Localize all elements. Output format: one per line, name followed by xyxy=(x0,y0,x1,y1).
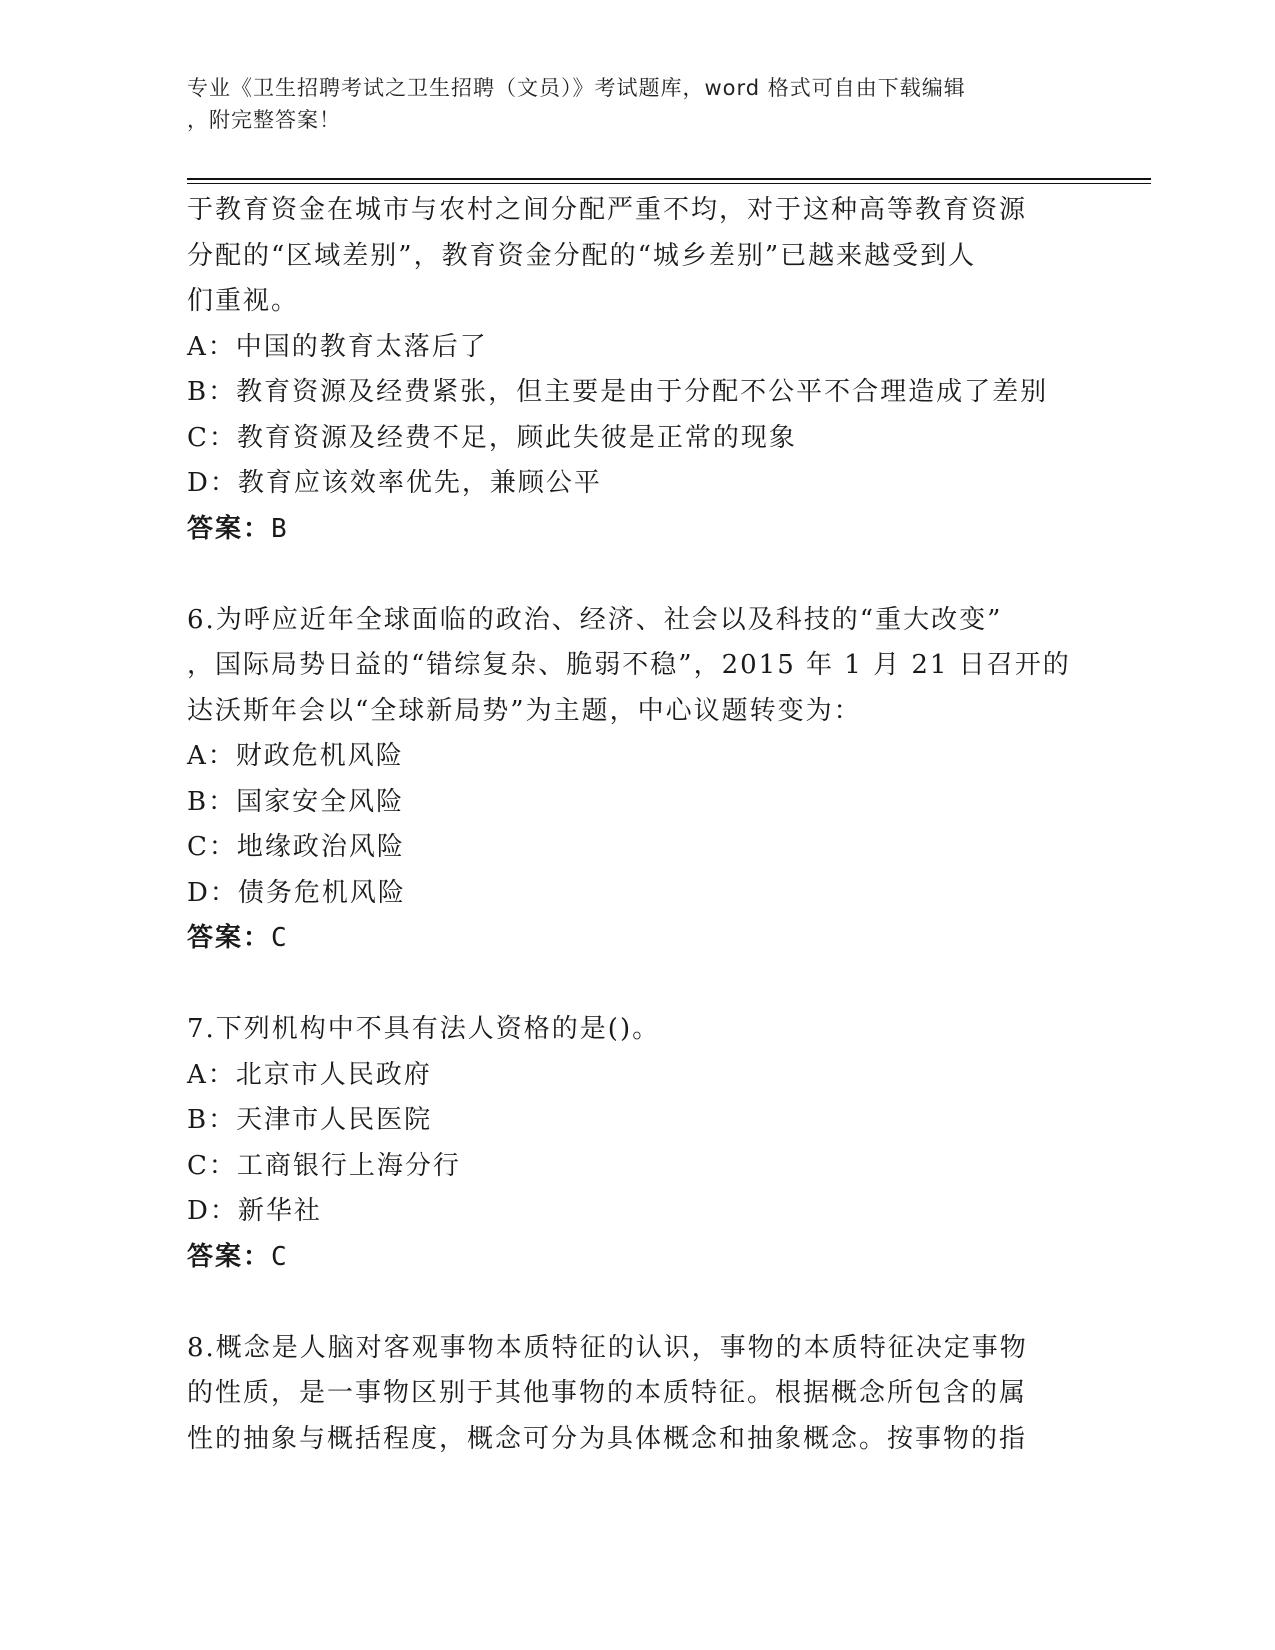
option-d: D：教育应该效率优先，兼顾公平 xyxy=(187,468,602,498)
question-5 xyxy=(187,188,1087,552)
header-line-2: ，附完整答案！ xyxy=(187,108,341,132)
question-text-line: 的性质，是一事物区别于其他事物的本质特征。根据概念所包含的属 xyxy=(187,1378,1028,1408)
option-b: B：教育资源及经费紧张，但主要是由于分配不公平不合理造成了差别 xyxy=(187,377,1049,407)
question-text-line: 达沃斯年会以“全球新局势”为主题，中心议题转变为： xyxy=(187,695,862,726)
answer-label: 答案： xyxy=(187,1241,272,1272)
answer-value: C xyxy=(271,923,289,953)
option-a: A：财政危机风险 xyxy=(187,741,404,771)
answer xyxy=(187,916,1087,962)
answer xyxy=(187,1235,1087,1281)
question-text-line: 6.为呼应近年全球面临的政治、经济、社会以及科技的“重大改变” xyxy=(187,604,1003,635)
option-c: C：工商银行上海分行 xyxy=(187,1150,461,1181)
option-c: C：教育资源及经费不足，顾此失彼是正常的现象 xyxy=(187,422,797,453)
spacer xyxy=(187,552,1087,598)
question-8 xyxy=(187,1326,1087,1463)
answer xyxy=(187,507,1087,553)
answer-value: C xyxy=(271,1241,289,1272)
header-rule-thick xyxy=(187,178,1151,180)
document-header xyxy=(187,72,1067,136)
option-b: B：国家安全风险 xyxy=(187,786,405,817)
option-b: B：天津市人民医院 xyxy=(187,1105,433,1135)
spacer xyxy=(187,1280,1087,1326)
option-d: D：新华社 xyxy=(187,1196,322,1226)
question-text-line: 7.下列机构中不具有法人资格的是()。 xyxy=(187,1014,661,1044)
question-text-line: 们重视。 xyxy=(187,286,300,316)
answer-label: 答案： xyxy=(187,923,272,953)
question-text-line: 8.概念是人脑对客观事物本质特征的认识，事物的本质特征决定事物 xyxy=(187,1332,1028,1363)
question-text-line: 性的抽象与概括程度，概念可分为具体概念和抽象概念。按事物的指 xyxy=(187,1423,1028,1454)
answer-label: 答案： xyxy=(187,513,272,544)
question-text-line: 分配的“区域差别”，教育资金分配的“城乡差别”已越来越受到人 xyxy=(187,240,977,271)
question-7 xyxy=(187,1007,1087,1280)
question-text-line: 于教育资金在城市与农村之间分配严重不均，对于这种高等教育资源 xyxy=(187,195,1028,225)
option-a: A：中国的教育太落后了 xyxy=(187,331,488,362)
header-line-1: 专业《卫生招聘考试之卫生招聘（文员）》考试题库，word 格式可自由下载编辑 xyxy=(187,76,966,100)
header-rule-thin xyxy=(187,183,1151,184)
document-body xyxy=(187,188,1087,1462)
option-a: A：北京市人民政府 xyxy=(187,1059,432,1090)
question-text-line: ，国际局势日益的“错综复杂、脆弱不稳”，2015 年 1 月 21 日召开的 xyxy=(187,650,1071,680)
option-d: D：债务危机风险 xyxy=(187,877,406,908)
spacer xyxy=(187,962,1087,1008)
question-6 xyxy=(187,598,1087,962)
answer-value: B xyxy=(271,513,289,544)
option-c: C：地缘政治风险 xyxy=(187,832,405,862)
